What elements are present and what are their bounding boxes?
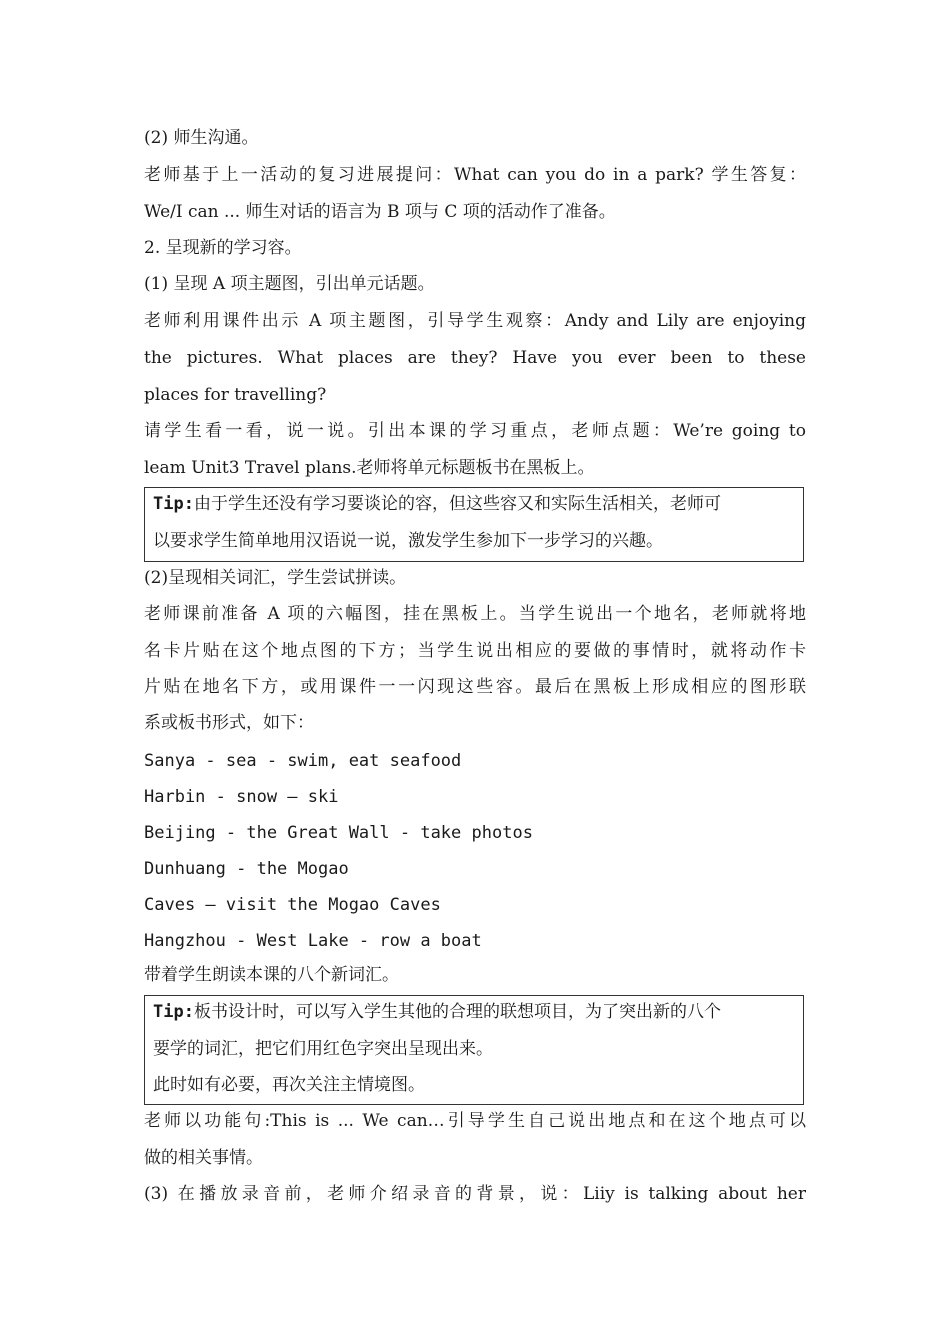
text-line: (2)呈现相关词汇，学生尝试拼读。 xyxy=(144,568,407,588)
tip-box xyxy=(144,487,804,562)
text-line: 做的相关事情。 xyxy=(144,1148,263,1168)
text-line: 系或板书形式，如下： xyxy=(144,713,314,733)
board-line: Hangzhou - West Lake - row a boat xyxy=(144,931,482,951)
text-line: leam Unit3 Travel plans.老师将单元标题板书在黑板上。 xyxy=(144,458,595,478)
tip-text: 此时如有必要，再次关注主情境图。 xyxy=(153,1075,425,1095)
tip-line xyxy=(153,493,797,515)
tip-box xyxy=(144,995,804,1105)
tip-text: 要学的词汇，把它们用红色字突出呈现出来。 xyxy=(153,1039,493,1059)
text-line: 老师利用课件出示 A 项主题图，引导学生观察：Andy and Lily are enjoying xyxy=(144,311,806,331)
text-line: the pictures. What places are they? Have you ever been to these xyxy=(144,348,806,368)
board-line: Sanya - sea - swim, eat seafood xyxy=(144,751,462,771)
text-line: 片贴在地名下方，或用课件一一闪现这些容。最后在黑板上形成相应的图形联 xyxy=(144,677,806,697)
text-line: 老师基于上一活动的复习进展提问：What can you do in a park? 学生答复： xyxy=(144,165,806,185)
board-line: Harbin - snow — ski xyxy=(144,787,339,807)
text-line: We/I can ... 师生对话的语言为 B 项与 C 项的活动作了准备。 xyxy=(144,202,616,222)
text-line: 老师课前准备 A 项的六幅图，挂在黑板上。当学生说出一个地名，老师就将地 xyxy=(144,604,806,624)
tip-text: 由于学生还没有学习要谈论的容，但这些容又和实际生活相关，老师可 xyxy=(193,494,721,514)
board-line: Caves — visit the Mogao Caves xyxy=(144,895,441,915)
text-line: (3) 在播放录音前，老师介绍录音的背景，说：Liiy is talking about her xyxy=(144,1184,806,1204)
tip-line xyxy=(153,1001,797,1023)
text-line: 老师以功能句:This is ... We can…引导学生自己说出地点和在这个地点可以 xyxy=(144,1111,806,1131)
tip-text: 板书设计时，可以写入学生其他的合理的联想项目，为了突出新的八个 xyxy=(193,1002,721,1022)
text-line: places for travelling? xyxy=(144,385,327,405)
text-line: 请学生看一看，说一说。引出本课的学习重点，老师点题：We’re going to xyxy=(144,421,806,441)
board-line: Dunhuang - the Mogao xyxy=(144,859,349,879)
text-line: 名卡片贴在这个地点图的下方；当学生说出相应的要做的事情时，就将动作卡 xyxy=(144,641,806,661)
board-line: Beijing - the Great Wall - take photos xyxy=(144,823,533,843)
tip-label: Tip: xyxy=(153,1002,194,1022)
text-line: (2) 师生沟通。 xyxy=(144,128,259,148)
tip-text: 以要求学生简单地用汉语说一说，激发学生参加下一步学习的兴趣。 xyxy=(153,531,663,551)
text-line: (1) 呈现 A 项主题图，引出单元话题。 xyxy=(144,274,435,294)
text-line: 2. 呈现新的学习容。 xyxy=(144,238,302,258)
tip-label: Tip: xyxy=(153,494,194,514)
text-line: 带着学生朗读本课的八个新词汇。 xyxy=(144,965,399,985)
